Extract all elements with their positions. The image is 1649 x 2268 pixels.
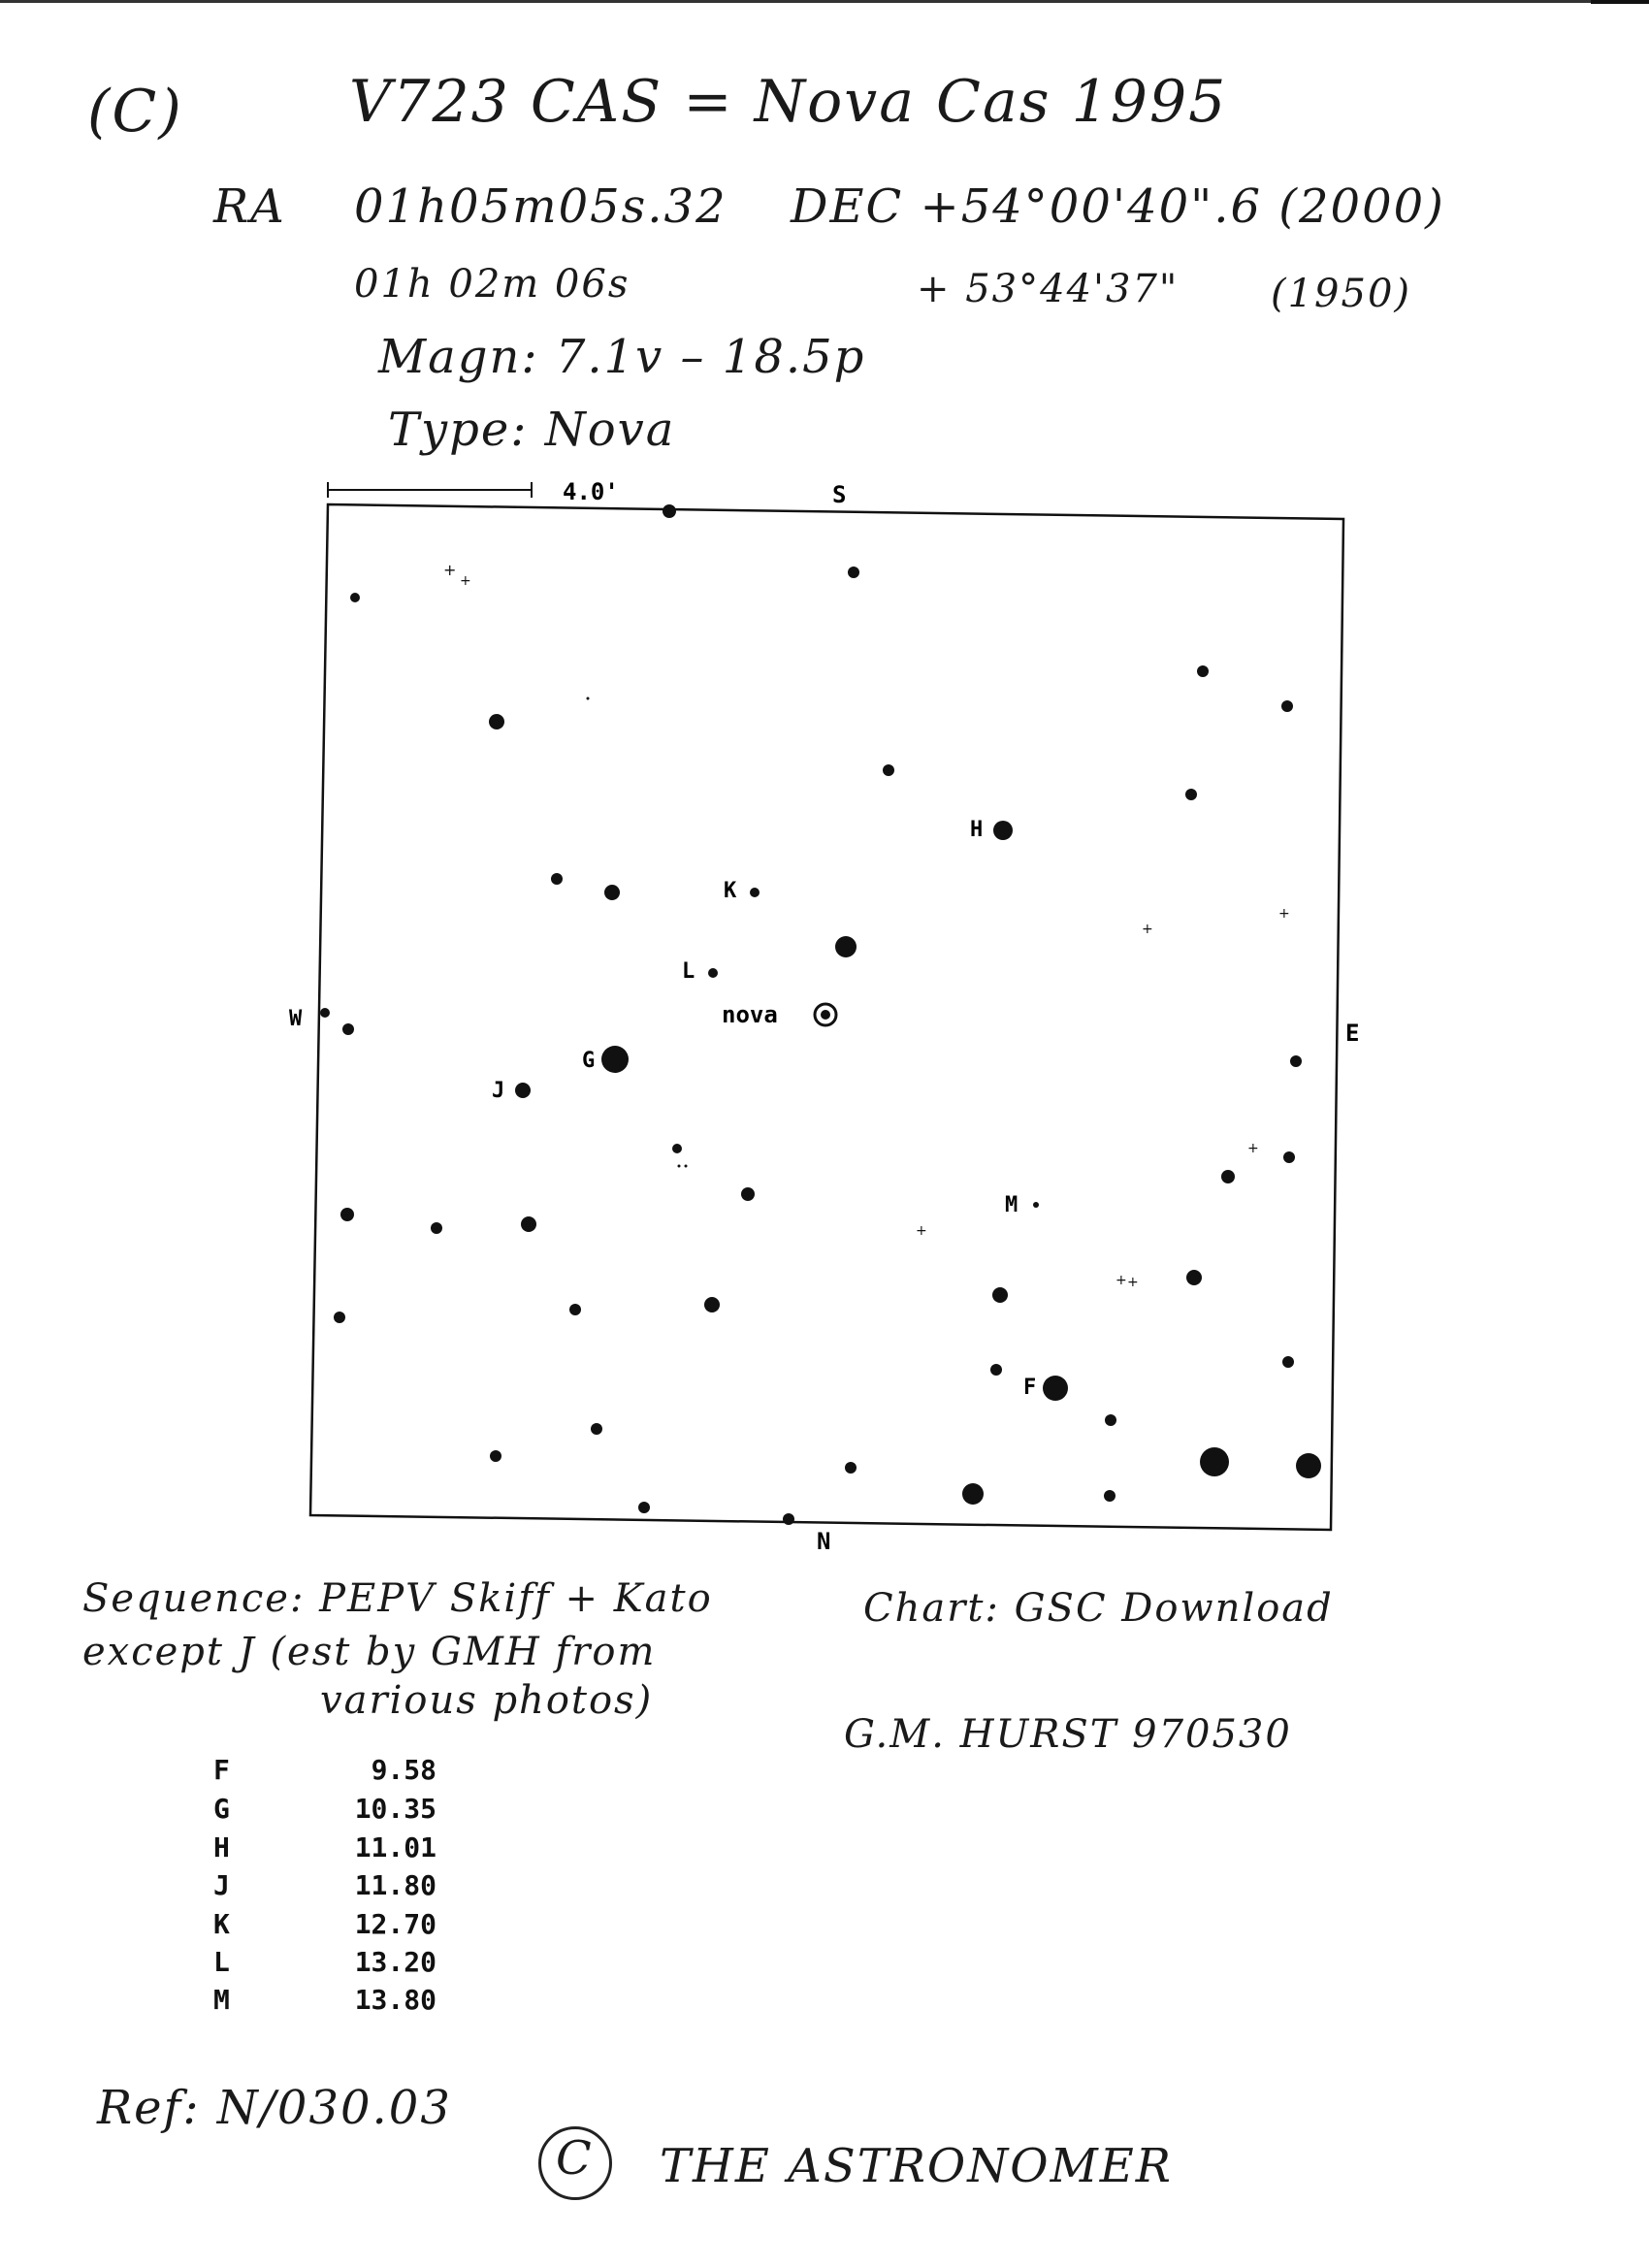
sequence-star: M [213,1984,230,2016]
faint-star: + [1278,906,1290,922]
sequence-note-line1: Sequence: PEPV Skiff + Kato [82,1576,713,1621]
comp-label-l: L [682,959,695,984]
comp-label-g: G [582,1049,596,1073]
sequence-star: H [213,1831,230,1863]
star [1105,1414,1116,1426]
star [490,1450,501,1462]
ra-2000: 01h05m05s.32 [354,179,728,234]
faint-star: + [916,1223,927,1239]
faint-star: + [443,561,457,579]
star [783,1513,794,1525]
star [1186,1270,1202,1285]
copyright-symbol: C [556,2131,594,2186]
sequence-row [213,1869,436,1901]
star-l [708,968,718,978]
star [1283,1151,1295,1163]
star [334,1312,345,1323]
sequence-mag: 10.35 [354,1793,436,1825]
star [604,885,620,900]
sequence-star: J [213,1869,230,1901]
sequence-mag: 11.80 [354,1869,436,1901]
chart-source: Chart: GSC Download [863,1586,1334,1631]
star [990,1364,1002,1376]
star-k [750,888,760,897]
sequence-mag: 12.70 [354,1908,436,1940]
star [521,1216,536,1232]
sequence-note-line2: except J (est by GMH from [82,1630,657,1674]
sequence-star: F [213,1754,230,1786]
star [962,1483,984,1505]
direction-north: N [817,1528,831,1555]
star [1221,1170,1235,1183]
star-j [515,1083,531,1098]
nova-label: nova [722,1001,778,1028]
copyright-text: THE ASTRONOMER [660,2139,1173,2193]
faint-star [678,1165,681,1168]
star [1200,1447,1229,1476]
sequence-mag: 13.20 [354,1946,436,1978]
ra-1950: 01h 02m 06s [354,262,630,307]
star-h [993,821,1013,840]
star-g [601,1046,629,1073]
star [1104,1490,1116,1502]
dec-1950: + 53°44'37" [917,267,1180,311]
star [342,1023,354,1035]
star [340,1208,354,1221]
sequence-star: G [213,1793,230,1825]
sequence-row [213,1908,436,1940]
magnitude-range: Magn: 7.1v – 18.5p [378,330,866,384]
star [1282,1356,1294,1368]
sequence-mag: 11.01 [354,1831,436,1863]
scale-label: 4.0' [563,478,619,505]
reference-number: Ref: N/030.03 [97,2081,452,2135]
sequence-star: K [213,1908,230,1940]
sequence-mag: 9.58 [371,1754,436,1786]
sequence-star: L [213,1946,230,1978]
comp-label-h: H [970,818,984,842]
comp-label-m: M [1005,1193,1018,1217]
star [1185,789,1197,800]
sequence-row [213,1984,436,2016]
star [992,1287,1008,1303]
star-m [1033,1202,1039,1208]
direction-south: S [832,481,847,508]
star [489,714,504,729]
star [835,936,857,957]
faint-star: + [1142,922,1153,937]
faint-star: + [1127,1275,1139,1290]
star [569,1304,581,1315]
sequence-row [213,1831,436,1863]
star [320,1008,330,1018]
star [845,1462,857,1474]
nova-marker-dot [821,1010,830,1020]
faint-star: + [1247,1141,1259,1156]
faint-star: + [1116,1273,1127,1288]
direction-east: E [1345,1020,1360,1047]
sequence-mag: 13.80 [354,1984,436,2016]
star [591,1423,602,1435]
star [704,1297,720,1312]
comp-label-k: K [724,879,737,903]
star [672,1144,682,1153]
star [1296,1453,1321,1478]
star [1290,1055,1302,1067]
dec-2000: DEC +54°00'40".6 (2000) [791,179,1445,234]
sequence-row [213,1793,436,1825]
sequence-row [213,1946,436,1978]
star [1197,665,1209,677]
star [883,764,894,776]
author-date: G.M. HURST 970530 [844,1712,1292,1757]
faint-star [685,1165,688,1168]
sequence-row [213,1754,436,1786]
star [551,873,563,885]
epoch-1950: (1950) [1271,272,1412,316]
star [848,567,859,578]
star [431,1222,442,1234]
star [741,1187,755,1201]
direction-west: W [289,1007,303,1031]
ra-label: RA [213,179,286,234]
star-f [1043,1376,1068,1401]
chart-label: (C) [87,78,183,146]
star [663,504,676,518]
faint-star: + [460,573,471,589]
star [350,593,360,602]
star [1281,700,1293,712]
sequence-note-line3: various photos) [320,1678,654,1723]
comp-label-j: J [492,1079,505,1103]
star [638,1502,650,1513]
faint-star [587,697,590,700]
page-title: V723 CAS = Nova Cas 1995 [349,68,1228,136]
comp-label-f: F [1023,1376,1037,1400]
variable-type: Type: Nova [388,403,676,457]
